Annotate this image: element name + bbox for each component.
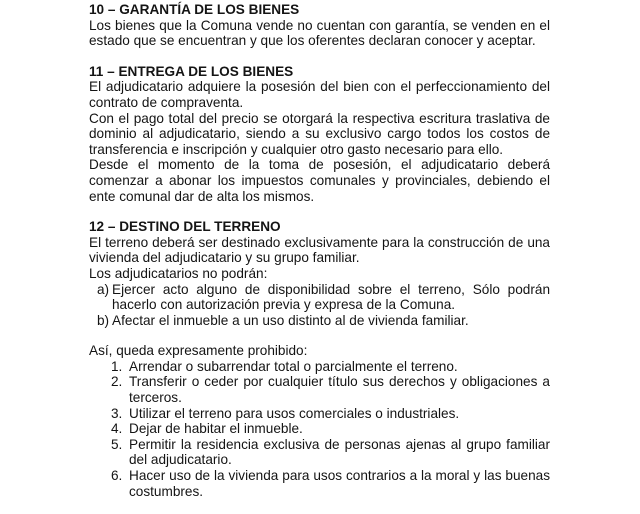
list-item-text: Afectar el inmueble a un uso distinto al de vivienda familiar. (112, 312, 469, 328)
prohibition-numbered-list (89, 359, 550, 499)
list-item (89, 468, 550, 499)
list-item-text: Ejercer acto alguno de disponibilidad sobre el terreno, Sólo podrán hacerlo con autorización previa y expresa de la Comuna. (112, 281, 550, 313)
spacer (89, 328, 550, 343)
section-10-heading: 10 – GARANTÍA DE LOS BIENES (89, 2, 300, 17)
list-marker: 1. (111, 358, 123, 374)
list-marker: 6. (111, 468, 123, 484)
list-item (89, 406, 550, 422)
section-11-paragraph-1: El adjudicatario adquiere la posesión del bien con el perfeccionamiento del contrato de compraventa. (89, 79, 550, 110)
list-item (89, 359, 550, 375)
section-11-paragraph-3: Desde el momento de la toma de posesión, el adjudicatario deberá comenzar a abonar los impuestos comunales y provinciales, debiendo el ente comunal dar de alta los mismos. (89, 157, 550, 204)
list-item (89, 437, 550, 468)
list-item-text: Utilizar el terreno para usos comerciales o industriales. (129, 405, 460, 421)
section-12-heading: 12 – DESTINO DEL TERRENO (89, 219, 281, 235)
section-10 (89, 2, 550, 49)
list-item-text: Transferir o ceder por cualquier título sus derechos y obligaciones a terceros. (129, 374, 550, 406)
list-marker: 3. (111, 405, 123, 421)
document-page (89, 2, 550, 514)
list-marker: 2. (111, 374, 123, 390)
list-item (89, 374, 550, 405)
list-item (89, 313, 550, 329)
list-item (89, 421, 550, 437)
list-item-text: Hacer uso de la vivienda para usos contrarios a la moral y las buenas costumbres. (129, 468, 550, 499)
section-12-paragraph-2: Los adjudicatarios no podrán: (89, 265, 268, 281)
list-item (89, 282, 550, 313)
section-12-paragraph-3: Así, queda expresamente prohibido: (89, 343, 308, 359)
list-marker: a) (97, 281, 110, 297)
list-item-text: Dejar de habitar el inmueble. (129, 421, 303, 437)
section-10-paragraph: Los bienes que la Comuna vende no cuentan con garantía, se venden en el estado que se encuentran y que los oferentes declaran conocer y aceptar. (89, 17, 550, 49)
section-11 (89, 64, 550, 204)
section-11-heading: 11 – ENTREGA DE LOS BIENES (89, 63, 294, 79)
list-marker: 4. (111, 421, 123, 437)
prohibition-alpha-list (89, 282, 550, 329)
section-12 (89, 219, 550, 499)
list-item-text: Permitir la residencia exclusiva de personas ajenas al grupo familiar del adjudicatario. (129, 436, 550, 468)
section-12-paragraph-1: El terreno deberá ser destinado exclusivamente para la construcción de una vivienda del adjudicatario y su grupo familiar. (89, 234, 550, 266)
list-marker: 5. (111, 436, 123, 452)
list-marker: b) (97, 312, 110, 328)
section-11-paragraph-2: Con el pago total del precio se otorgará la respectiva escritura traslativa de dominio al adjudicatario, siendo a su exclusivo cargo todos los costos de transferencia e inscripción y cualquier otro gasto necesario para ello. (89, 110, 550, 157)
list-item-text: Arrendar o subarrendar total o parcialmente el terreno. (129, 358, 458, 374)
